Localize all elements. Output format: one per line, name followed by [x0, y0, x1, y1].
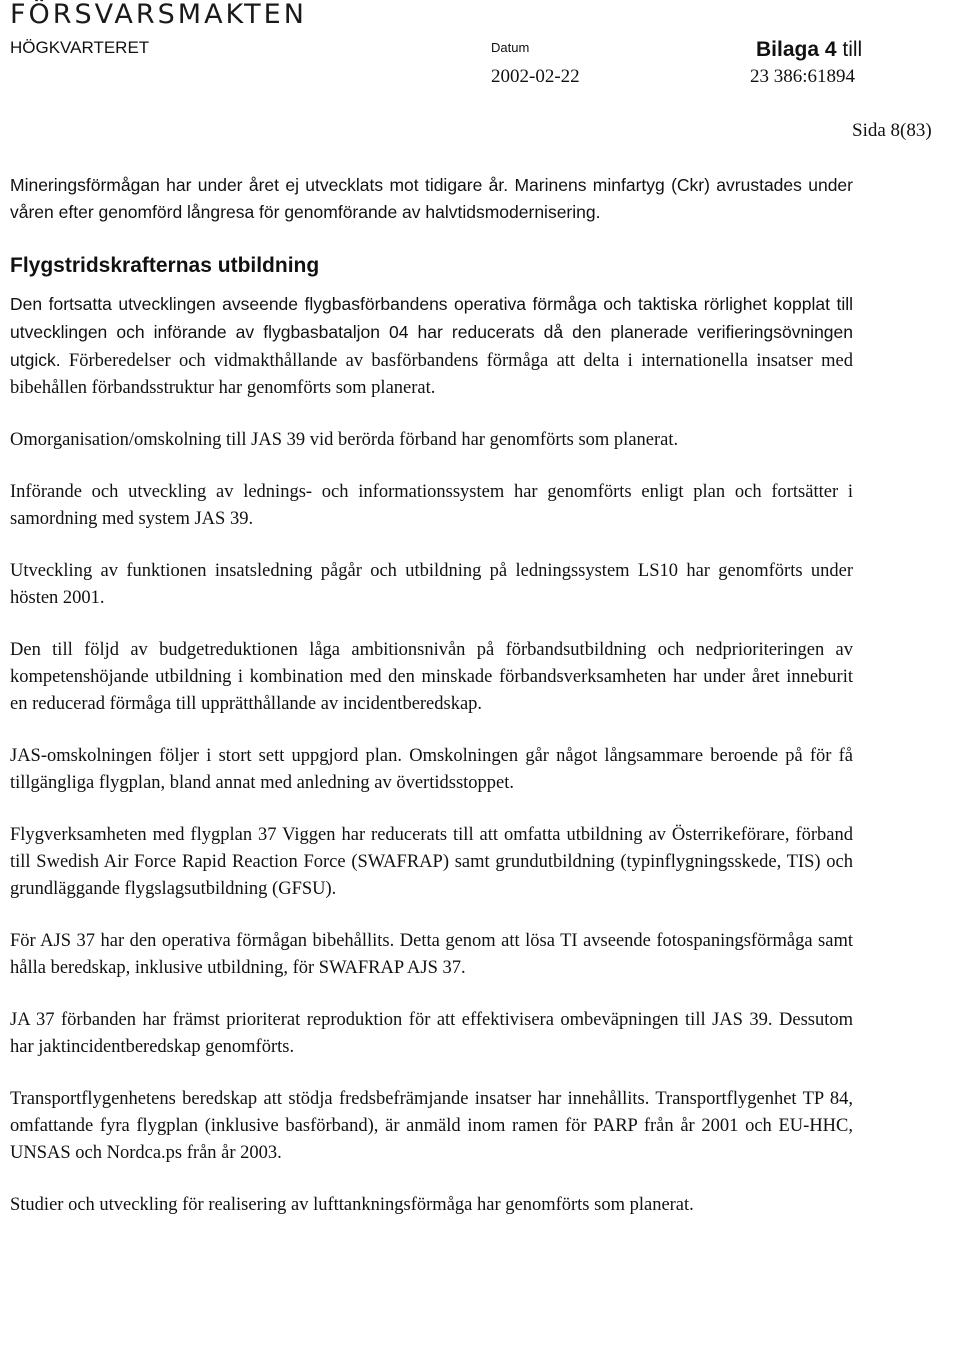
paragraph: Transportflygenhetens beredskap att stödja fredsbefrämjande insatser har innehållits. Transportflygenhet TP 84, omfattande fyra flygplan (inklusive basförband), är anmäld inom ramen för PARP från år 2001 och EU-HHC, UNSAS och Nordca.ps från år 2003.	[10, 1089, 853, 1163]
reference-number: 23 386:61894	[750, 66, 856, 87]
paragraph: För AJS 37 har den operativa förmågan bibehållits. Detta genom att lösa TI avseende fotospaningsförmåga samt hålla beredskap, inklusive utbildning, för SWAFRAP AJS 37.	[10, 931, 853, 978]
page-number: Sida 8(83)	[852, 120, 932, 141]
intro-paragraph: Mineringsförmågan har under året ej utvecklats mot tidigare år. Marinens minfartyg (Ckr) avrustades under våren efter genomförd långresa för genomförande av halvtidsmodernisering.	[10, 175, 853, 222]
attachment-label	[756, 38, 862, 62]
paragraph: Studier och utveckling för realisering av lufttankningsförmåga har genomförts som planerat.	[10, 1195, 694, 1215]
paragraph: Flygverksamheten med flygplan 37 Viggen har reducerats till att omfatta utbildning av Österrikeförare, förband till Swedish Air Force Rapid Reaction Force (SWAFRAP) samt grundutbildning (typinflygningsskede, TIS) och grundläggande flygslagsutbildning (GFSU).	[10, 825, 853, 899]
paragraph: JAS-omskolningen följer i stort sett uppgjord plan. Omskolningen går något långsammare beroende på för få tillgängliga flygplan, bland annat med anledning av övertidsstoppet.	[10, 746, 853, 793]
paragraph: Införande och utveckling av lednings- och informationssystem har genomförts enligt plan och fortsätter i samordning med system JAS 39.	[10, 482, 853, 529]
paragraph: Omorganisation/omskolning till JAS 39 vid berörda förband har genomförts som planerat.	[10, 430, 679, 450]
attachment-prefix: Bilaga 4	[756, 38, 837, 61]
section-heading: Flygstridskrafternas utbildning	[10, 254, 320, 277]
date-label: Datum	[491, 40, 530, 55]
paragraph-part: Förberedelser och vidmakthållande av basförbandens förmåga att delta i internationella insatser med bibehållen förbandsstruktur har genomförts som planerat.	[10, 351, 854, 398]
paragraph: JA 37 förbanden har främst prioriterat reproduktion för att effektivisera ombeväpningen till JAS 39. Dessutom har jaktincidentberedskap genomförts.	[10, 1010, 853, 1057]
paragraph: Den till följd av budgetreduktionen låga ambitionsnivån på förbandsutbildning och nedprioriteringen av kompetenshöjande utbildning i kombination med den minskade förbandsverksamheten har under året inneburit en reducerad förmåga till upprätthållande av incidentberedskap.	[10, 640, 853, 714]
organization-logo: FÖRSVARSMAKTEN	[10, 0, 307, 30]
paragraph	[10, 291, 853, 402]
paragraph: Utveckling av funktionen insatsledning pågår och utbildning på ledningssystem LS10 har genomförts under hösten 2001.	[10, 561, 853, 608]
document-body	[10, 172, 853, 1244]
department-name: HÖGKVARTERET	[10, 38, 150, 57]
paragraph-part: Den fortsatta utvecklingen avseende flygbasförbandens operativa förmåga och taktiska rörlighet kopplat till utvecklingen och införande av flygbasbataljon 04 har reducerats då den planerade verifieringsövningen utgick.	[10, 294, 853, 370]
attachment-till: till	[842, 38, 863, 61]
document-date: 2002-02-22	[491, 66, 580, 87]
